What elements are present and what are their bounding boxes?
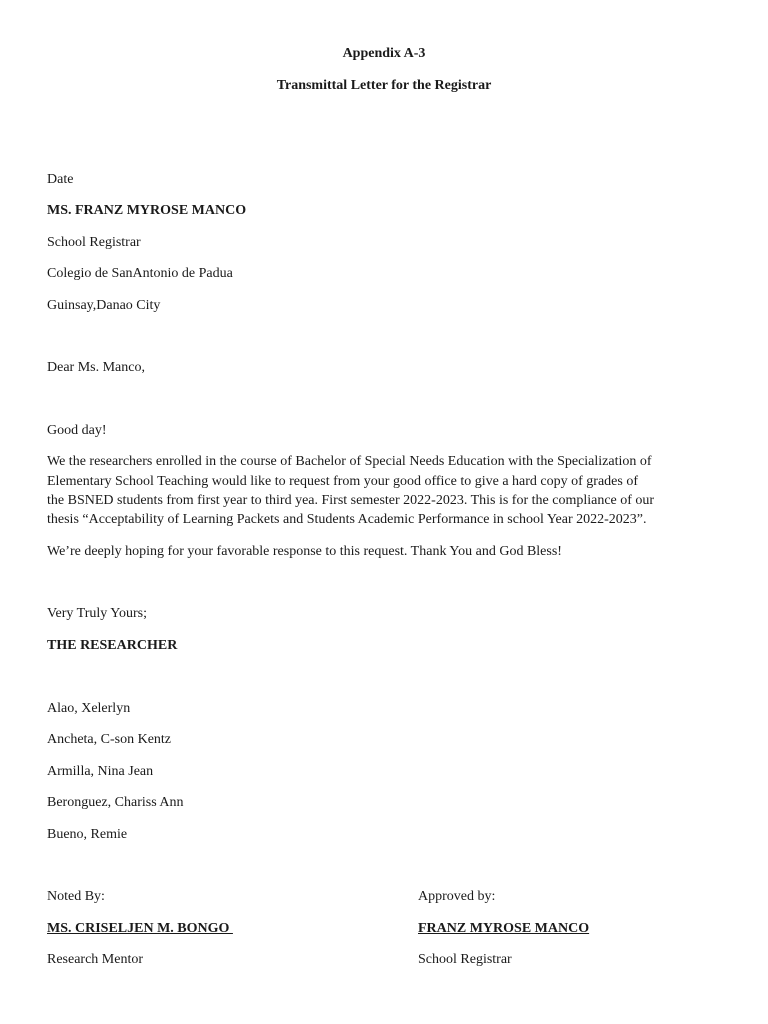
approved-title: School Registrar	[418, 952, 512, 967]
list-item: Bueno, Remie	[47, 827, 128, 842]
recipient-position: School Registrar	[47, 235, 141, 250]
recipient-name: MS. FRANZ MYROSE MANCO	[47, 203, 247, 218]
body-line: Elementary School Teaching would like to request from your good office to give a hard copy of grades of	[47, 474, 639, 489]
noted-name: MS. CRISELJEN M. BONGO	[47, 921, 233, 936]
document-title: Transmittal Letter for the Registrar	[276, 78, 492, 93]
recipient-institution: Colegio de SanAntonio de Padua	[47, 266, 233, 281]
body-line: We the researchers enrolled in the course of Bachelor of Special Needs Education with the Specialization of	[47, 454, 652, 469]
date-line: Date	[47, 172, 74, 187]
list-item: Ancheta, C-son Kentz	[47, 732, 172, 747]
noted-title: Research Mentor	[47, 952, 144, 967]
body-paragraph-2: We’re deeply hoping for your favorable response to this request. Thank You and God Bless!	[47, 544, 562, 559]
greeting: Good day!	[47, 423, 107, 438]
noted-label: Noted By:	[47, 889, 105, 904]
list-item: Beronguez, Chariss Ann	[47, 795, 184, 810]
body-line: thesis “Acceptability of Learning Packets and Students Academic Performance in school Year 2022-2023”.	[47, 512, 647, 527]
approved-label: Approved by:	[418, 889, 496, 904]
list-item: Armilla, Nina Jean	[47, 764, 154, 779]
body-line: the BSNED students from first year to third yea. First semester 2022-2023. This is for the compliance of our	[47, 493, 655, 508]
approved-name: FRANZ MYROSE MANCO	[418, 921, 590, 936]
signatory: THE RESEARCHER	[47, 638, 178, 653]
recipient-address: Guinsay,Danao City	[47, 298, 161, 313]
closing: Very Truly Yours;	[47, 606, 147, 621]
salutation: Dear Ms. Manco,	[47, 360, 145, 375]
appendix-label: Appendix A-3	[342, 46, 426, 61]
list-item: Alao, Xelerlyn	[47, 701, 131, 716]
